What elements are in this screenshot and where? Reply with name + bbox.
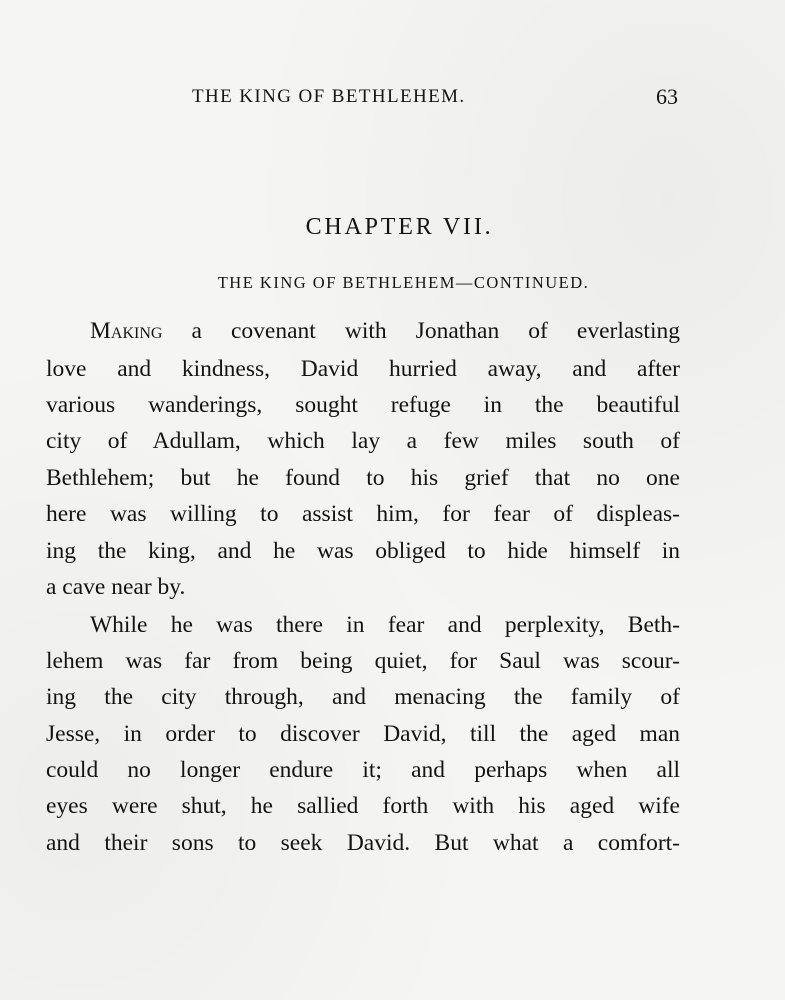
text-line: eyes were shut, he sallied forth with his aged wife [46, 793, 680, 819]
lead-word: Making [90, 318, 163, 344]
running-title: THE KING OF BETHLEHEM. [192, 86, 466, 107]
text-line: Jesse, in order to discover David, till the aged man [46, 721, 680, 747]
chapter-title: CHAPTER VII. [305, 214, 494, 240]
text-line: Bethlehem; but he found to his grief that no one [46, 465, 680, 491]
text-line: here was willing to assist him, for fear of displeas- [46, 501, 680, 527]
text-line: a cave near by. [46, 574, 186, 600]
running-head [0, 86, 785, 116]
chapter-subtitle: THE KING OF BETHLEHEM—CONTINUED. [217, 273, 590, 292]
text-line: could no longer endure it; and perhaps when all [46, 757, 680, 783]
text-line: love and kindness, David hurried away, and after [46, 356, 680, 382]
page-number: 63 [656, 84, 678, 109]
text-line: ing the city through, and menacing the family of [46, 684, 680, 710]
text-line: ing the king, and he was obliged to hide himself in [46, 538, 680, 564]
text-line: various wanderings, sought refuge in the beautiful [46, 392, 680, 418]
text-line: and their sons to seek David. But what a comfort- [46, 830, 680, 856]
text-line: lehem was far from being quiet, for Saul was scour- [46, 648, 680, 674]
text-line [90, 318, 680, 358]
text-line-rest: a covenant with Jonathan of everlasting [162, 318, 680, 344]
text-line: While he was there in fear and perplexity, Beth- [90, 612, 680, 638]
text-line: city of Adullam, which lay a few miles south of [46, 428, 680, 454]
